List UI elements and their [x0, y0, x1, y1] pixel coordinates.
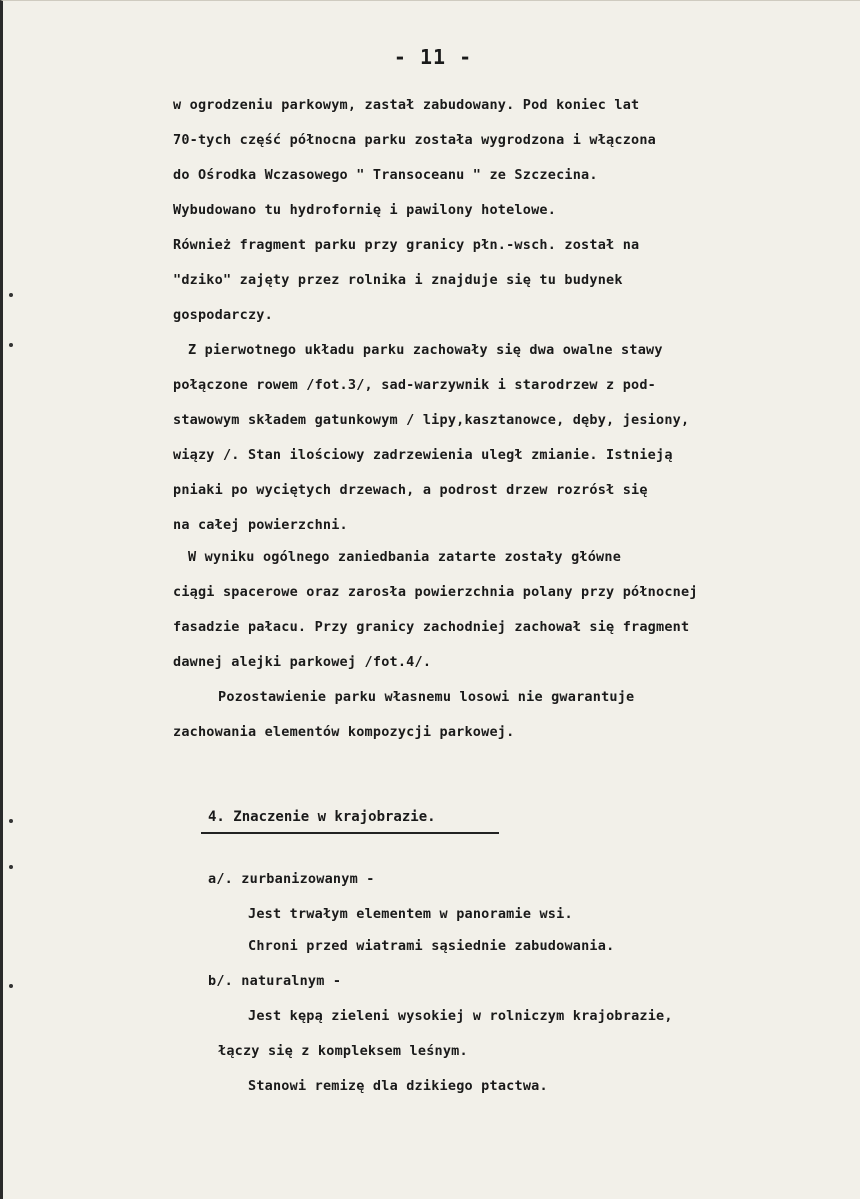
text-line: na całej powierzchni.: [173, 517, 348, 533]
scan-speck: [9, 865, 13, 869]
scan-speck: [9, 293, 13, 297]
scan-speck: [9, 819, 13, 823]
text-line: Z pierwotnego układu parku zachowały się dwa owalne stawy: [188, 342, 663, 358]
list-item: a/. zurbanizowanym -: [208, 871, 375, 887]
text-line: wiązy /. Stan ilościowy zadrzewienia uległ zmianie. Istnieją: [173, 447, 673, 463]
text-line: "dziko" zajęty przez rolnika i znajduje się tu budynek: [173, 272, 623, 288]
list-item: Chroni przed wiatrami sąsiednie zabudowania.: [248, 938, 615, 954]
text-line: w ogrodzeniu parkowym, zastał zabudowany. Pod koniec lat: [173, 97, 640, 113]
scan-speck: [9, 984, 13, 988]
text-line: Wybudowano tu hydrofornię i pawilony hotelowe.: [173, 202, 557, 218]
text-line: Pozostawienie parku własnemu losowi nie gwarantuje: [218, 689, 635, 705]
text-line: W wyniku ogólnego zaniedbania zatarte zostały główne: [188, 549, 622, 565]
text-line: fasadzie pałacu. Przy granicy zachodniej zachował się fragment: [173, 619, 690, 635]
text-line: pniaki po wyciętych drzewach, a podrost drzew rozrósł się: [173, 482, 648, 498]
list-item: b/. naturalnym -: [208, 973, 342, 989]
list-item: łączy się z kompleksem leśnym.: [218, 1043, 468, 1059]
text-line: dawnej alejki parkowej /fot.4/.: [173, 654, 432, 670]
list-item: Jest trwałym elementem w panoramie wsi.: [248, 906, 573, 922]
list-item: Jest kępą zieleni wysokiej w rolniczym krajobrazie,: [248, 1008, 673, 1024]
text-line: zachowania elementów kompozycji parkowej.: [173, 724, 515, 740]
list-item: Stanowi remizę dla dzikiego ptactwa.: [248, 1078, 548, 1094]
page-number: - 11 -: [393, 45, 473, 69]
text-line: do Ośrodka Wczasowego " Transoceanu " ze Szczecina.: [173, 167, 598, 183]
text-line: 70-tych część północna parku została wygrodzona i włączona: [173, 132, 657, 148]
text-line: ciągi spacerowe oraz zarosła powierzchnia polany przy północnej: [173, 584, 698, 600]
heading-underline: [201, 832, 499, 834]
scan-speck: [9, 343, 13, 347]
text-line: gospodarczy.: [173, 307, 273, 323]
section-heading: 4. Znaczenie w krajobrazie.: [208, 809, 436, 825]
text-line: stawowym składem gatunkowym / lipy,kasztanowce, dęby, jesiony,: [173, 412, 690, 428]
text-line: Również fragment parku przy granicy płn.-wsch. został na: [173, 237, 640, 253]
text-line: połączone rowem /fot.3/, sad-warzywnik i starodrzew z pod-: [173, 377, 657, 393]
